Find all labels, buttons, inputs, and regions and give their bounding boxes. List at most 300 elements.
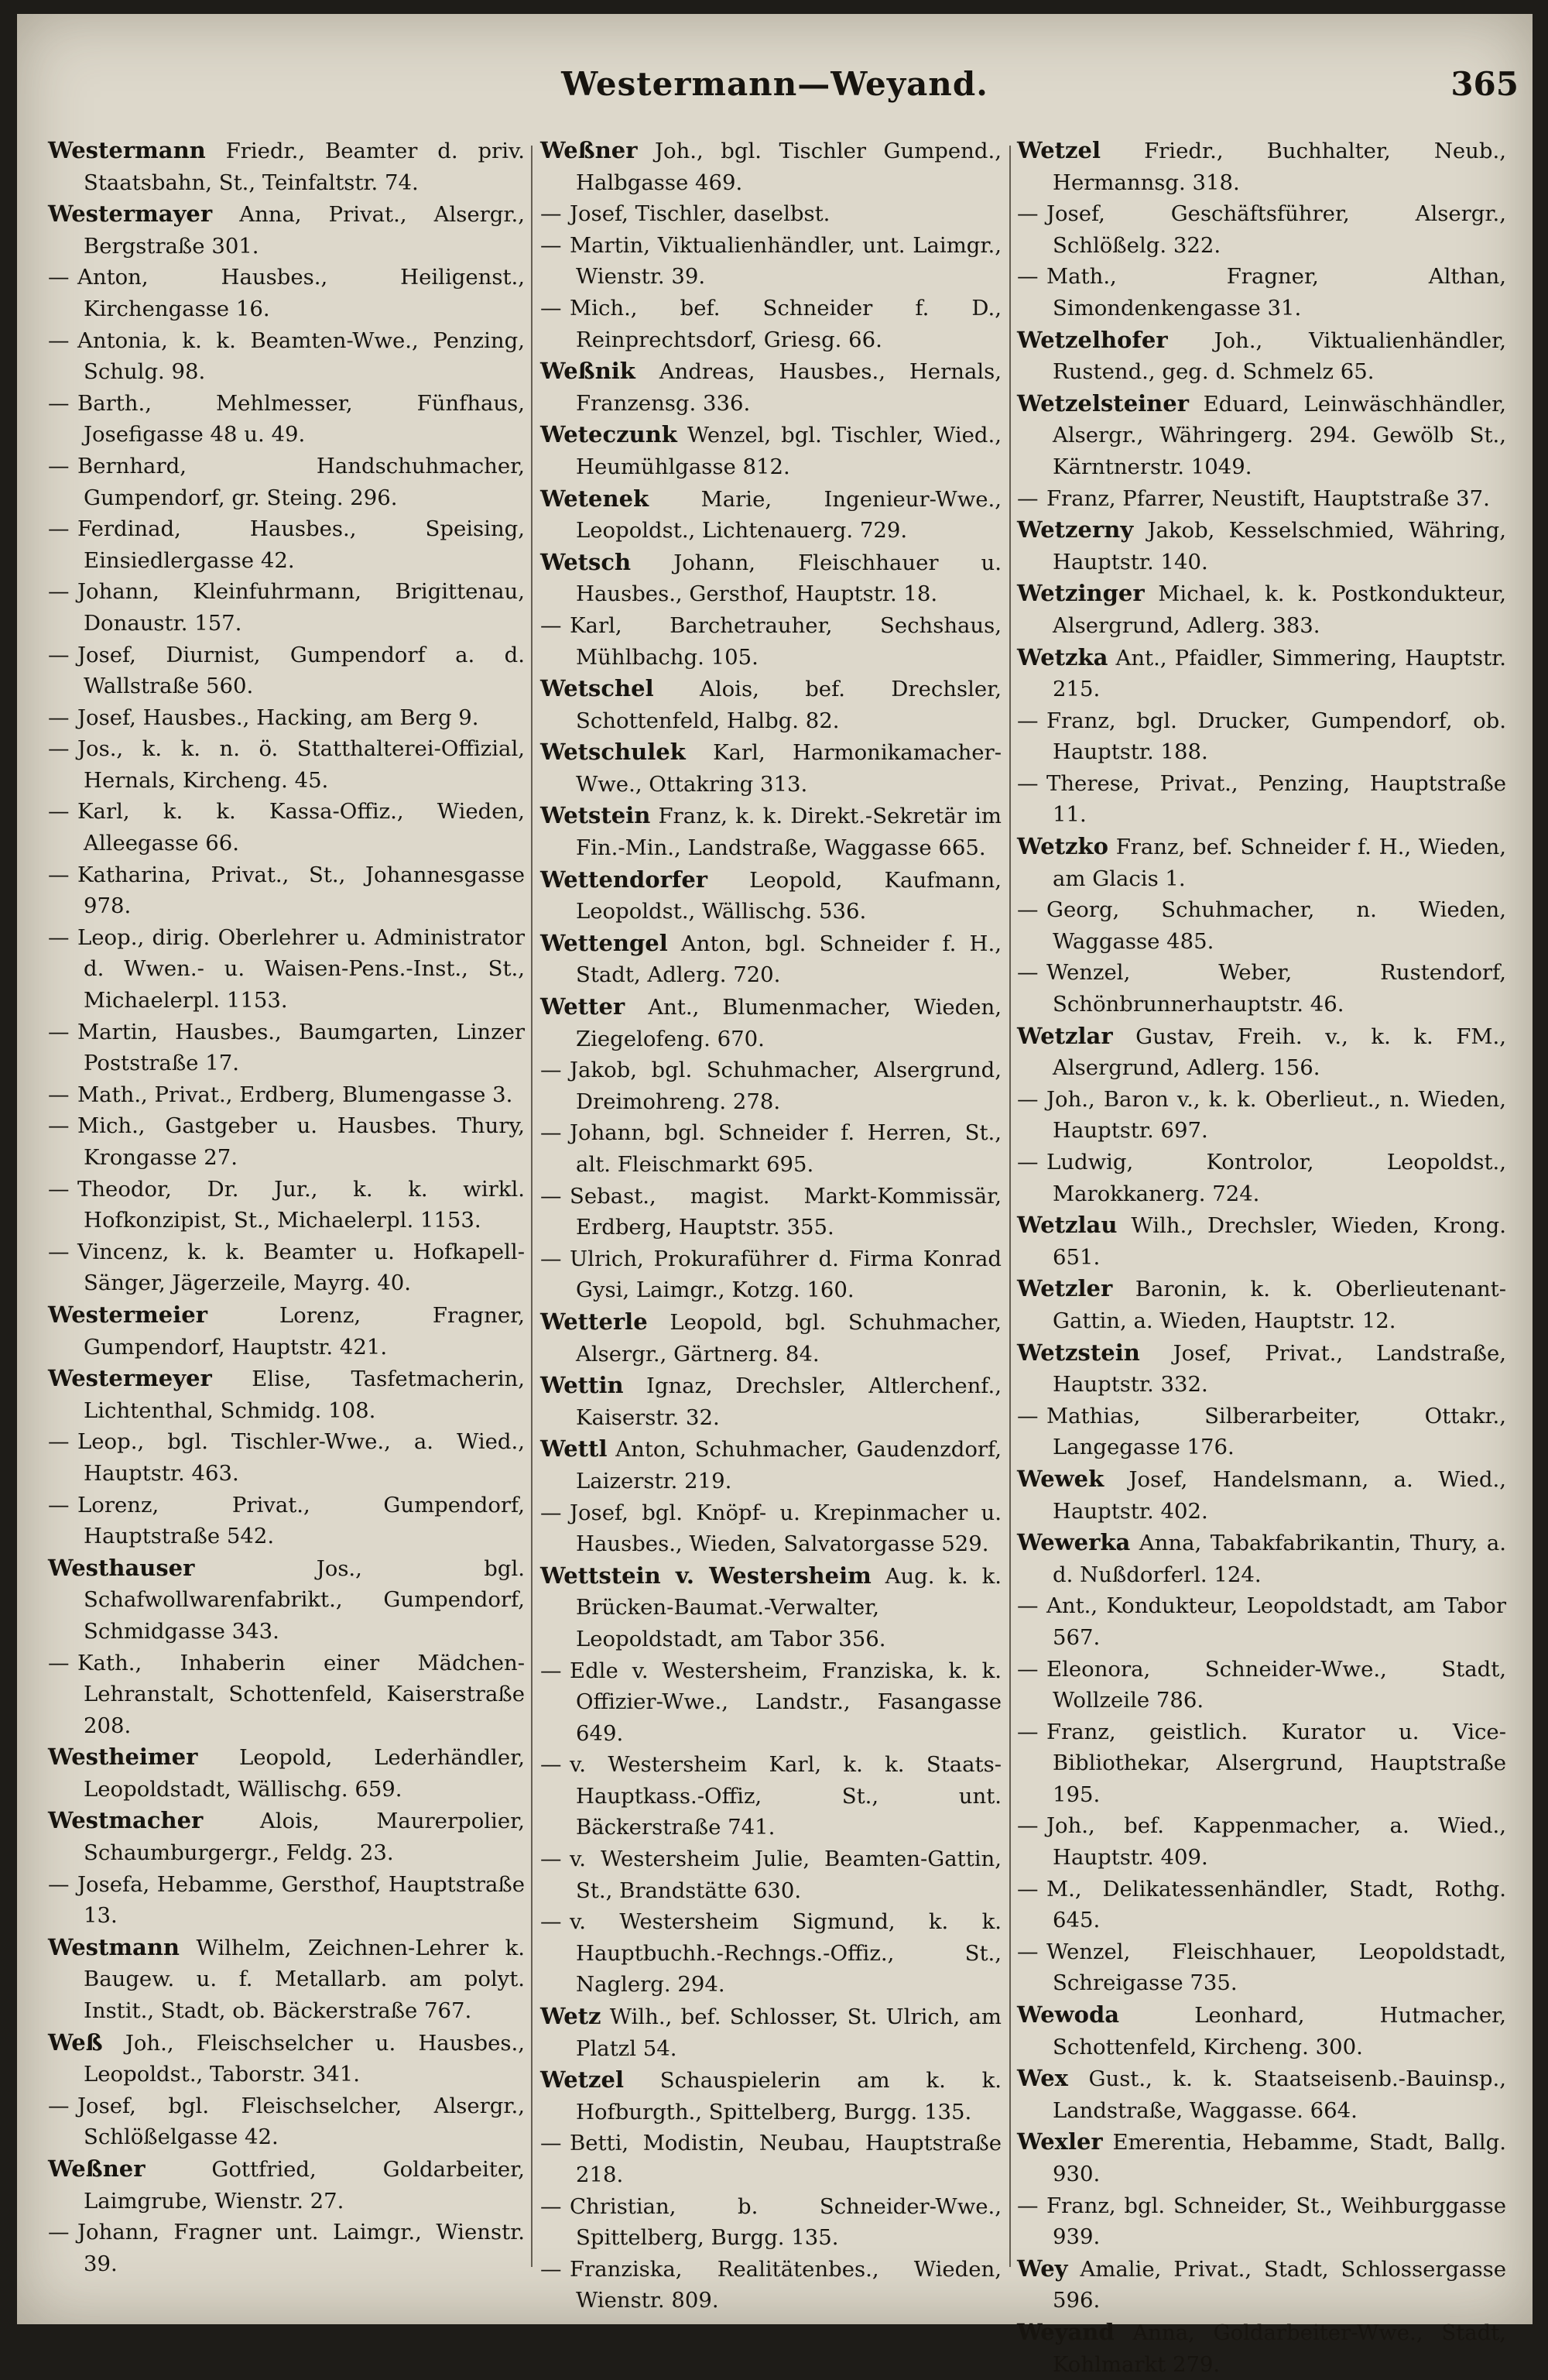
directory-page — [17, 14, 1533, 2377]
entry-text: Anna, Tabakfabrikantin, Thury, a. d. Nußdorferl. 124. — [1053, 1531, 1506, 1587]
ditto-dash: — — [1017, 2193, 1039, 2218]
directory-entry — [48, 1552, 525, 1648]
directory-entry — [48, 1741, 525, 1805]
entry-text: Leopold, Lederhändler, Leopoldstadt, Wällischg. 659. — [84, 1745, 525, 1802]
entry-surname: Wetschulek — [540, 739, 686, 766]
ditto-dash: — — [540, 1847, 562, 1872]
entry-text: Alois, bef. Drechsler, Schottenfeld, Halbg. 82. — [576, 677, 1002, 733]
entry-text: Josef, bgl. Knöpf- u. Krepinmacher u. Hausbes., Wieden, Salvatorgasse 529. — [570, 1500, 1002, 1557]
entry-text: Schauspielerin am k. k. Hofburgth., Spittelberg, Burgg. 135. — [576, 2068, 1002, 2125]
entry-surname: Westermann — [48, 137, 206, 163]
entry-text: Josef, Diurnist, Gumpendorf a. d. Wallstraße 560. — [77, 642, 525, 699]
column-rule — [1009, 146, 1011, 2267]
directory-entry — [48, 702, 525, 734]
directory-entry — [48, 640, 525, 702]
entry-text: Jos., k. k. n. ö. Statthalterei-Offizial, Hernals, Kircheng. 45. — [77, 736, 525, 793]
ditto-dash: — — [48, 799, 70, 825]
directory-entry — [1017, 261, 1506, 324]
directory-entry — [540, 1655, 1002, 1750]
directory-entry — [48, 1932, 525, 2027]
entry-text: Josef, Handelsmann, a. Wied., Hauptstr. 402. — [1053, 1466, 1507, 1524]
directory-entry — [540, 419, 1002, 482]
entry-text: Johann, bgl. Schneider f. Herren, St., alt. Fleischmarkt 695. — [570, 1120, 1002, 1177]
entry-text: v. Westersheim Julie, Beamten-Gattin, St., Brandstätte 630. — [570, 1847, 1002, 1903]
directory-entry — [540, 483, 1002, 547]
directory-entry — [1017, 135, 1506, 198]
directory-entry — [48, 135, 525, 198]
entry-text: Franziska, Realitätenbes., Wieden, Wienstr. 809. — [570, 2256, 1002, 2313]
directory-entry — [48, 1236, 525, 1299]
entry-surname: Weß — [48, 2028, 103, 2056]
entry-surname: Weyand — [1017, 2318, 1115, 2345]
entry-surname: Wettin — [540, 1372, 624, 1399]
entry-text: Elise, Tasfetmacherin, Lichtenthal, Schmidg. 108. — [84, 1367, 525, 1423]
entry-text: Ludwig, Kontrolor, Leopoldst., Marokkanerg. 724. — [1046, 1150, 1506, 1206]
ditto-dash: — — [1017, 1150, 1039, 1175]
ditto-dash: — — [48, 516, 70, 542]
entry-surname: Westmann — [48, 1933, 180, 1960]
entry-text: Joh., bgl. Tischler Gumpend., Halbgasse 469. — [576, 139, 1002, 195]
entry-text: Johann, Fragner unt. Laimgr., Wienstr. 39. — [77, 2220, 525, 2276]
entry-text: Mathias, Silberarbeiter, Ottakr., Langegasse 176. — [1046, 1403, 1506, 1460]
directory-entry — [540, 864, 1002, 928]
ditto-dash: — — [1017, 485, 1039, 511]
ditto-dash: — — [1017, 264, 1039, 290]
entry-text: Joh., Fleischselcher u. Hausbes., Leopoldst., Taborstr. 341. — [84, 2030, 526, 2087]
entry-surname: Wex — [1017, 2065, 1068, 2092]
directory-entry — [540, 1055, 1002, 1117]
directory-entry — [540, 2128, 1002, 2190]
entry-text: Gottfried, Goldarbeiter, Laimgrube, Wienstr. 27. — [84, 2157, 525, 2214]
entry-text: Theodor, Dr. Jur., k. k. wirkl. Hofkonzipist, St., Michaelerpl. 1153. — [77, 1176, 525, 1233]
directory-entry — [540, 1560, 1002, 1655]
directory-entry — [540, 1906, 1002, 2001]
entry-text: Martin, Viktualienhändler, unt. Laimgr., Wienstr. 39. — [570, 232, 1002, 290]
directory-entry — [48, 1869, 525, 1932]
entry-text: Vincenz, k. k. Beamter u. Hofkapell-Sänger, Jägerzeile, Mayrg. 40. — [77, 1239, 525, 1296]
directory-entry — [1017, 388, 1506, 483]
directory-entry — [48, 1299, 525, 1363]
ditto-dash: — — [48, 862, 70, 887]
directory-entry — [540, 1243, 1002, 1306]
directory-entry — [1017, 957, 1506, 1020]
ditto-dash: — — [1017, 708, 1039, 733]
column-2 — [540, 135, 1002, 2317]
ditto-dash: — — [540, 2256, 562, 2282]
entry-text: Leopold, bgl. Schuhmacher, Alsergr., Gärtnerg. 84. — [576, 1309, 1002, 1367]
directory-entry — [1017, 1716, 1506, 1811]
ditto-dash: — — [48, 1082, 70, 1107]
directory-entry — [540, 1181, 1002, 1243]
directory-entry — [1017, 894, 1506, 957]
directory-entry — [1017, 1020, 1506, 1084]
directory-entry — [540, 928, 1002, 991]
entry-text: Lorenz, Privat., Gumpendorf, Hauptstraße 542. — [77, 1492, 525, 1549]
directory-entry — [1017, 198, 1506, 261]
ditto-dash: — — [1017, 1086, 1039, 1112]
ditto-dash: — — [48, 1429, 70, 1455]
directory-entry — [1017, 1654, 1506, 1716]
directory-entry — [48, 2090, 525, 2153]
entry-surname: Wetz — [540, 2003, 601, 2030]
directory-entry — [1017, 2317, 1506, 2380]
directory-entry — [48, 1648, 525, 1742]
directory-entry — [1017, 324, 1506, 388]
entry-text: Jos., bgl. Schafwollwarenfabrikt., Gumpendorf, Schmidgasse 343. — [84, 1555, 525, 1644]
entry-text: Franz, bgl. Schneider, St., Weihburggasse 939. — [1046, 2193, 1506, 2250]
entry-text: Ferdinad, Hausbes., Speising, Einsiedlergasse 42. — [77, 516, 525, 573]
ditto-dash: — — [1017, 1593, 1039, 1619]
entry-text: Wenzel, Weber, Rustendorf, Schönbrunnerhauptstr. 46. — [1046, 960, 1506, 1017]
entry-text: Betti, Modistin, Neubau, Hauptstraße 218. — [570, 2131, 1002, 2187]
entry-text: Ant., Pfaidler, Simmering, Hauptstr. 215. — [1053, 645, 1506, 702]
running-head — [17, 65, 1533, 135]
ditto-dash: — — [540, 1752, 562, 1778]
entry-surname: Weßner — [540, 137, 638, 163]
entry-text: Franz, bef. Schneider f. H., Wieden, am Glacis 1. — [1053, 835, 1506, 891]
directory-entry — [540, 1306, 1002, 1370]
entry-surname: Wettstein v. Westersheim — [540, 1562, 872, 1589]
ditto-dash: — — [1017, 201, 1039, 227]
ditto-dash: — — [540, 232, 562, 258]
entry-surname: Wetzerny — [1017, 516, 1134, 544]
entry-text: Mich., Gastgeber u. Hausbes. Thury, Krongasse 27. — [77, 1113, 525, 1170]
entry-text: Josef, Privat., Landstraße, Hauptstr. 332. — [1053, 1340, 1506, 1397]
entry-text: Friedr., Buchhalter, Neub., Hermannsg. 318. — [1053, 139, 1506, 195]
entry-surname: Wetzler — [1017, 1275, 1113, 1302]
directory-entry — [48, 1110, 525, 1173]
ditto-dash: — — [48, 1176, 70, 1202]
directory-entry — [48, 922, 525, 1017]
entry-text: Antonia, k. k. Beamten-Wwe., Penzing, Schulg. 98. — [77, 328, 525, 385]
entry-surname: Wetter — [540, 993, 625, 1020]
entry-surname: Wetterle — [540, 1308, 648, 1335]
entry-text: Baronin, k. k. Oberlieutenant-Gattin, a. Wieden, Hauptstr. 12. — [1053, 1277, 1506, 1333]
directory-entry — [1017, 483, 1506, 515]
entry-text: Wilh., bef. Schlosser, St. Ulrich, am Platzl 54. — [576, 2004, 1002, 2061]
entry-text: Alois, Maurerpolier, Schaumburgergr., Feldg. 23. — [84, 1809, 525, 1866]
directory-entry — [1017, 1874, 1506, 1936]
entry-text: Anton, bgl. Schneider f. H., Stadt, Adlerg. 720. — [576, 931, 1002, 988]
ditto-dash: — — [540, 201, 562, 227]
directory-entry — [48, 388, 525, 451]
entry-surname: Wetzstein — [1017, 1339, 1140, 1366]
entry-text: Leonhard, Hutmacher, Schottenfeld, Kircheng. 300. — [1053, 2003, 1506, 2059]
entry-surname: Wetzinger — [1017, 580, 1145, 607]
ditto-dash: — — [1017, 960, 1039, 986]
entry-text: Joh., Baron v., k. k. Oberlieut., n. Wieden, Hauptstr. 697. — [1046, 1086, 1506, 1144]
entry-text: Sebast., magist. Markt-Kommissär, Erdberg, Hauptstr. 355. — [570, 1183, 1002, 1240]
directory-entry — [48, 198, 525, 262]
ditto-dash: — — [48, 1113, 70, 1139]
ditto-dash: — — [1017, 1876, 1039, 1902]
directory-entry — [540, 800, 1002, 863]
entry-surname: Westermeyer — [48, 1365, 212, 1392]
directory-entry — [540, 991, 1002, 1055]
ditto-dash: — — [48, 736, 70, 762]
directory-entry — [1017, 2190, 1506, 2253]
ditto-dash: — — [1017, 1403, 1039, 1428]
entry-text: Amalie, Privat., Stadt, Schlossergasse 596. — [1053, 2256, 1506, 2313]
entry-text: Wenzel, bgl. Tischler, Wied., Heumühlgasse 812. — [576, 423, 1002, 479]
ditto-dash: — — [1017, 897, 1039, 923]
directory-entry — [48, 2153, 525, 2217]
directory-entry — [48, 1017, 525, 1079]
directory-entry — [1017, 578, 1506, 641]
directory-entry — [540, 547, 1002, 610]
ditto-dash: — — [540, 2193, 562, 2219]
entry-text: Edle v. Westersheim, Franziska, k. k. Offizier-Wwe., Landstr., Fasangasse 649. — [570, 1658, 1002, 1746]
directory-entry — [48, 1363, 525, 1426]
directory-entry — [540, 736, 1002, 800]
entry-text: Eleonora, Schneider-Wwe., Stadt, Wollzeile 786. — [1046, 1656, 1506, 1713]
directory-entry — [540, 2064, 1002, 2128]
directory-entry — [1017, 2253, 1506, 2317]
entry-text: Anna, Privat., Alsergr., Bergstraße 301. — [84, 202, 525, 259]
entry-text: Wilh., Drechsler, Wieden, Krong. 651. — [1053, 1213, 1507, 1270]
column-1 — [48, 135, 525, 2279]
directory-entry — [1017, 1527, 1506, 1590]
entry-text: Josefa, Hebamme, Gersthof, Hauptstraße 13. — [77, 1871, 525, 1929]
directory-entry — [1017, 2063, 1506, 2126]
entry-surname: Wetzka — [1017, 643, 1108, 670]
entry-text: Katharina, Privat., St., Johannesgasse 978. — [77, 862, 525, 919]
entry-text: Josef, Geschäftsführer, Alsergr., Schlößelg. 322. — [1046, 201, 1506, 258]
directory-entry — [540, 355, 1002, 419]
entry-text: v. Westersheim Karl, k. k. Staats-Hauptkass.-Offiz, St., unt. Bäckerstraße 741. — [570, 1752, 1002, 1840]
entry-surname: Westhauser — [48, 1554, 195, 1581]
entry-text: Jakob, bgl. Schuhmacher, Alsergrund, Dreimohreng. 278. — [570, 1058, 1002, 1114]
ditto-dash: — — [48, 2093, 70, 2118]
entry-surname: Wetsch — [540, 548, 632, 575]
directory-entry — [540, 2001, 1002, 2064]
entry-text: Anton, Hausbes., Heiligenst., Kirchengasse 16. — [77, 265, 525, 321]
directory-entry — [1017, 642, 1506, 705]
directory-entry — [48, 796, 525, 859]
column-3 — [1017, 135, 1506, 2380]
ditto-dash: — — [48, 2220, 70, 2245]
entry-surname: Westmacher — [48, 1807, 204, 1834]
entry-text: Johann, Kleinfuhrmann, Brigittenau, Donaustr. 157. — [77, 579, 525, 636]
entry-text: Ignaz, Drechsler, Altlerchenf., Kaiserstr. 32. — [576, 1373, 1002, 1430]
directory-entry — [540, 2254, 1002, 2317]
entry-text: Karl, k. k. Kassa-Offiz., Wieden, Alleegasse 66. — [77, 799, 525, 856]
entry-text: Therese, Privat., Penzing, Hauptstraße 11. — [1046, 770, 1506, 828]
entry-surname: Wexler — [1017, 2128, 1103, 2155]
directory-entry — [48, 859, 525, 922]
directory-entry — [540, 1497, 1002, 1560]
ditto-dash: — — [48, 579, 70, 605]
entry-surname: Wetschel — [540, 675, 654, 702]
directory-entry — [540, 230, 1002, 293]
entry-surname: Westermayer — [48, 201, 213, 228]
directory-entry — [48, 1174, 525, 1236]
ditto-dash: — — [540, 1246, 562, 1271]
entry-text: Gust., k. k. Staatseisenb.-Bauinsp., Landstraße, Waggasse. 664. — [1053, 2066, 1506, 2123]
entry-text: Gustav, Freih. v., k. k. FM., Alsergrund, Adlerg. 156. — [1053, 1024, 1506, 1081]
entry-text: Wilhelm, Zeichnen-Lehrer k. Baugew. u. f. Metallarb. am polyt. Instit., Stadt, ob. Bäckerstraße 767. — [84, 1935, 525, 2024]
entry-text: Wenzel, Fleischhauer, Leopoldstadt, Schreigasse 735. — [1046, 1939, 1506, 1996]
entry-text: Ant., Blumenmacher, Wieden, Ziegelofeng. 670. — [576, 995, 1002, 1051]
directory-entry — [1017, 1463, 1506, 1527]
directory-entry — [1017, 1810, 1506, 1873]
directory-entry — [1017, 1401, 1506, 1463]
entry-text: Lorenz, Fragner, Gumpendorf, Hauptstr. 421. — [84, 1302, 525, 1360]
entry-surname: Wetzlau — [1017, 1212, 1118, 1239]
entry-text: Georg, Schuhmacher, n. Wieden, Waggasse 485. — [1046, 897, 1506, 954]
directory-entry — [1017, 1337, 1506, 1401]
entry-text: Anton, Schuhmacher, Gaudenzdorf, Laizerstr. 219. — [576, 1437, 1002, 1494]
directory-entry — [1017, 1084, 1506, 1147]
entry-text: Barth., Mehlmesser, Fünfhaus, Josefigasse 48 u. 49. — [77, 390, 525, 448]
entry-text: Mich., bef. Schneider f. D., Reinprechtsdorf, Griesg. 66. — [570, 295, 1002, 352]
directory-entry — [48, 1426, 525, 1489]
entry-text: Math., Fragner, Althan, Simondenkengasse 31. — [1046, 264, 1506, 321]
entry-surname: Wetzko — [1017, 833, 1108, 860]
entry-surname: Weßnik — [540, 358, 635, 385]
entry-text: Josef, bgl. Fleischselcher, Alsergr., Schlößelgasse 42. — [77, 2093, 525, 2150]
ditto-dash: — — [540, 1120, 562, 1146]
directory-entry — [540, 1370, 1002, 1433]
directory-entry — [48, 451, 525, 513]
ditto-dash: — — [48, 1239, 70, 1264]
ditto-dash: — — [48, 453, 70, 478]
entry-text: Franz, geistlich. Kurator u. Vice-Bibliothekar, Alsergrund, Hauptstraße 195. — [1046, 1719, 1506, 1807]
directory-entry — [48, 733, 525, 796]
directory-entry — [1017, 705, 1506, 768]
ditto-dash: — — [48, 1492, 70, 1518]
directory-entry — [540, 1433, 1002, 1497]
ditto-dash: — — [48, 328, 70, 353]
ditto-dash: — — [48, 265, 70, 290]
ditto-dash: — — [48, 1650, 70, 1675]
entry-surname: Wey — [1017, 2255, 1068, 2282]
directory-entry — [48, 1805, 525, 1868]
directory-entry — [1017, 1273, 1506, 1336]
ditto-dash: — — [48, 642, 70, 667]
ditto-dash: — — [48, 1871, 70, 1897]
entry-surname: Westheimer — [48, 1744, 198, 1771]
directory-entry — [48, 2217, 525, 2279]
entry-text: Karl, Barchetrauher, Sechshaus, Mühlbachg. 105. — [570, 612, 1002, 670]
directory-entry — [1017, 2126, 1506, 2190]
entry-text: v. Westersheim Sigmund, k. k. Hauptbuchh.-Rechngs.-Offiz., St., Naglerg. 294. — [570, 1909, 1002, 1998]
ditto-dash: — — [48, 924, 70, 950]
entry-text: Josef, Tischler, daselbst. — [570, 201, 831, 227]
entry-surname: Wetzlar — [1017, 1022, 1113, 1049]
directory-entry — [1017, 1936, 1506, 1999]
entry-surname: Weßner — [48, 2155, 146, 2182]
entry-text: Ulrich, Prokuraführer d. Firma Konrad Gysi, Laimgr., Kotzg. 160. — [570, 1246, 1002, 1303]
directory-entry — [540, 2191, 1002, 2254]
entry-text: Bernhard, Handschuhmacher, Gumpendorf, gr. Steing. 296. — [77, 453, 525, 510]
entry-surname: Wetzel — [540, 2066, 624, 2094]
directory-entry — [48, 2027, 525, 2090]
page-number: 365 — [1450, 65, 1519, 103]
entry-surname: Wettendorfer — [540, 866, 708, 893]
entry-text: Ant., Kondukteur, Leopoldstadt, am Tabor 567. — [1046, 1593, 1506, 1650]
entry-text: Emerentia, Hebamme, Stadt, Ballg. 930. — [1053, 2130, 1506, 2186]
entry-surname: Wetzel — [1017, 137, 1101, 163]
ditto-dash: — — [1017, 770, 1039, 796]
entry-text: Joh., bef. Kappenmacher, a. Wied., Hauptstr. 409. — [1046, 1813, 1506, 1871]
ditto-dash: — — [540, 612, 562, 638]
page-title: Westermann—Weyand. — [561, 65, 988, 103]
entry-text: Jakob, Kesselschmied, Währing, Hauptstr. 140. — [1053, 518, 1506, 574]
entry-text: Marie, Ingenieur-Wwe., Leopoldst., Lichtenauerg. 729. — [576, 486, 1002, 544]
entry-text: Leop., bgl. Tischler-Wwe., a. Wied., Hauptstr. 463. — [77, 1429, 525, 1486]
directory-entry — [540, 293, 1002, 355]
entry-text: Karl, Harmonikamacher-Wwe., Ottakring 313. — [576, 740, 1002, 797]
directory-entry — [1017, 1209, 1506, 1273]
entry-text: Friedr., Beamter d. priv. Staatsbahn, St., Teinfaltstr. 74. — [84, 139, 526, 195]
directory-entry — [48, 1490, 525, 1552]
directory-entry — [48, 262, 525, 324]
entry-text: Franz, k. k. Direkt.-Sekretär im Fin.-Min., Landstraße, Waggasse 665. — [576, 804, 1002, 861]
ditto-dash: — — [540, 1909, 562, 1935]
ditto-dash: — — [1017, 1656, 1039, 1682]
entry-text: Kath., Inhaberin einer Mädchen-Lehranstalt, Schottenfeld, Kaiserstraße 208. — [77, 1650, 525, 1738]
entry-text: Christian, b. Schneider-Wwe., Spittelberg, Burgg. 135. — [570, 2193, 1002, 2251]
directory-entry — [1017, 1999, 1506, 2063]
entry-text: Michael, k. k. Postkondukteur, Alsergrund, Adlerg. 383. — [1053, 581, 1506, 638]
directory-entry — [1017, 1590, 1506, 1653]
entry-surname: Westermeier — [48, 1301, 207, 1328]
ditto-dash: — — [48, 390, 70, 416]
ditto-dash: — — [540, 295, 562, 321]
directory-entry — [1017, 768, 1506, 831]
ditto-dash: — — [48, 1019, 70, 1044]
ditto-dash: — — [48, 705, 70, 730]
ditto-dash: — — [540, 1183, 562, 1209]
entry-surname: Wettengel — [540, 929, 668, 956]
entry-text: Franz, bgl. Drucker, Gumpendorf, ob. Hauptstr. 188. — [1046, 708, 1506, 765]
ditto-dash: — — [1017, 1939, 1039, 1964]
column-rule — [531, 146, 533, 2267]
directory-entry — [48, 576, 525, 639]
entry-text: Josef, Hausbes., Hacking, am Berg 9. — [77, 705, 479, 730]
ditto-dash: — — [1017, 1719, 1039, 1744]
directory-entry — [1017, 514, 1506, 578]
entry-text: Franz, Pfarrer, Neustift, Hauptstraße 37. — [1046, 485, 1490, 511]
ditto-dash: — — [540, 1058, 562, 1083]
entry-text: Andreas, Hausbes., Hernals, Franzensg. 336. — [576, 359, 1002, 416]
directory-entry — [540, 1749, 1002, 1843]
entry-surname: Wewerka — [1017, 1529, 1131, 1556]
ditto-dash: — — [540, 1500, 562, 1525]
directory-entry — [540, 610, 1002, 673]
entry-text: Leopold, Kaufmann, Leopoldst., Wällischg. 536. — [576, 867, 1002, 924]
directory-entry — [540, 1117, 1002, 1180]
entry-text: Leop., dirig. Oberlehrer u. Administrator d. Wwen.- u. Waisen-Pens.-Inst., St., Michaelerpl. 1153. — [77, 924, 525, 1013]
entry-text: Joh., Viktualienhändler, Rustend., geg. d. Schmelz 65. — [1053, 328, 1506, 385]
entry-text: Martin, Hausbes., Baumgarten, Linzer Poststraße 17. — [77, 1019, 525, 1076]
entry-text: Johann, Fleischhauer u. Hausbes., Gersthof, Hauptstr. 18. — [576, 550, 1002, 607]
entry-surname: Wewoda — [1017, 2001, 1120, 2028]
directory-entry — [48, 1079, 525, 1111]
directory-entry — [48, 513, 525, 576]
directory-entry — [1017, 1147, 1506, 1209]
entry-text: Anna, Goldarbeiter-Wwe., Stadt, Kohlmarkt 279. — [1053, 2320, 1506, 2377]
directory-entry — [48, 325, 525, 388]
entry-surname: Wetstein — [540, 802, 651, 829]
entry-surname: Wetzelsteiner — [1017, 389, 1189, 417]
directory-entry — [540, 1843, 1002, 1906]
directory-entry — [540, 135, 1002, 198]
entry-surname: Wetzelhofer — [1017, 326, 1168, 353]
ditto-dash: — — [540, 1658, 562, 1683]
entry-surname: Wewek — [1017, 1465, 1104, 1492]
